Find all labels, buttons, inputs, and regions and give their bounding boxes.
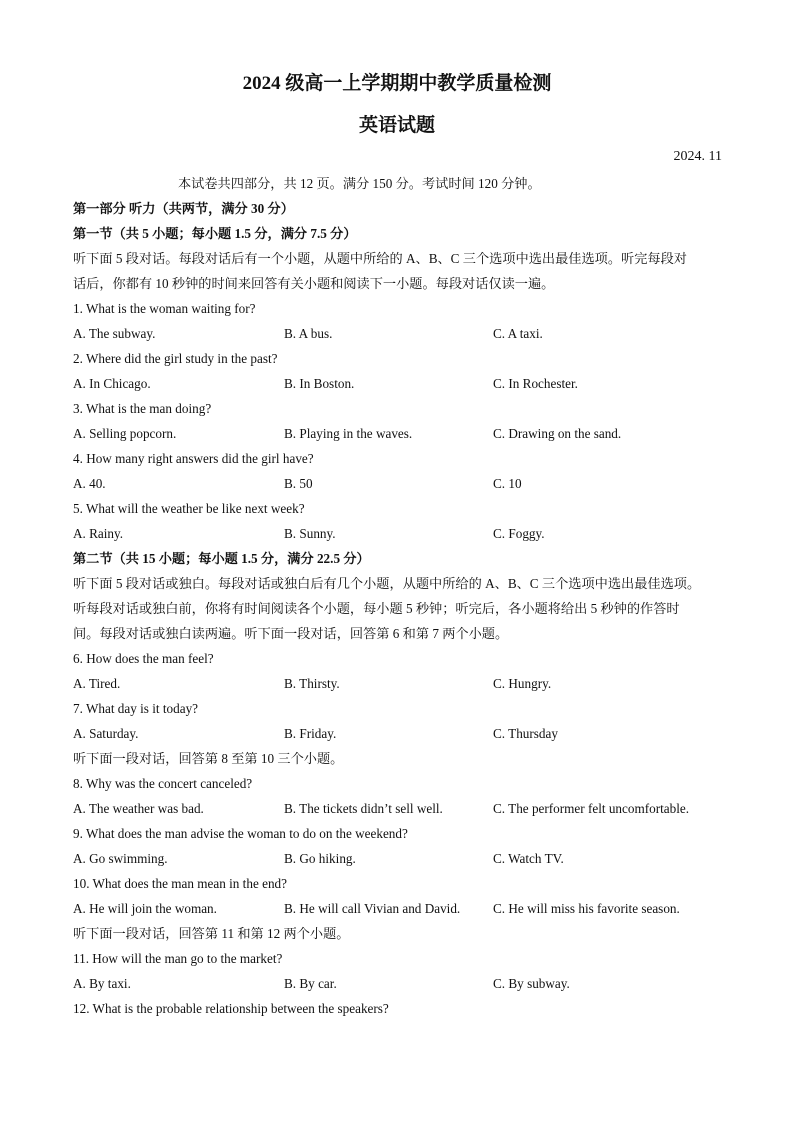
section1-instructions-line: 话后，你都有 10 秒钟的时间来回答有关小题和阅读下一小题。每段对话仅读一遍。 <box>73 276 555 291</box>
question-options <box>73 421 725 446</box>
exam-title: 2024 级高一上学期期中教学质量检测 <box>242 73 552 94</box>
listening-note: 听下面一段对话，回答第 8 至第 10 三个小题。 <box>73 751 344 766</box>
part1-heading: 第一部分 听力（共两节，满分 30 分） <box>73 201 294 216</box>
option-b: B. Friday. <box>284 726 337 741</box>
option-b: B. Thirsty. <box>284 676 340 691</box>
option-b: B. In Boston. <box>284 376 355 391</box>
exam-subtitle: 英语试题 <box>358 115 435 136</box>
question-options <box>73 896 725 921</box>
section2-instructions-line: 听下面 5 段对话或独白。每段对话或独白后有几个小题，从题中所给的 A、B、C 三个选项中选出最佳选项。 <box>73 576 701 591</box>
question-options <box>73 971 725 996</box>
question-text: 3. What is the man doing? <box>73 401 212 416</box>
option-a: A. Saturday. <box>73 726 139 741</box>
option-b: B. The tickets didn’t sell well. <box>284 801 443 816</box>
listening-note: 听下面一段对话，回答第 11 和第 12 两个小题。 <box>73 926 350 941</box>
question-options <box>73 521 725 546</box>
option-c: C. By subway. <box>493 976 570 991</box>
option-b: B. He will call Vivian and David. <box>284 901 461 916</box>
option-b: B. By car. <box>284 976 337 991</box>
option-c: C. Watch TV. <box>493 851 564 866</box>
section1-heading: 第一节（共 5 小题；每小题 1.5 分，满分 7.5 分） <box>73 226 357 241</box>
exam-intro: 本试卷共四部分，共 12 页。满分 150 分。考试时间 120 分钟。 <box>178 176 541 191</box>
option-c: C. Thursday <box>493 726 558 741</box>
question-text: 11. How will the man go to the market? <box>73 951 283 966</box>
question-options <box>73 846 725 871</box>
option-c: C. In Rochester. <box>493 376 578 391</box>
section2-instructions-line: 听每段对话或独白前，你将有时间阅读各个小题，每小题 5 秒钟；听完后，各小题将给出 5 秒钟的作答时 <box>73 601 680 616</box>
option-a: A. By taxi. <box>73 976 131 991</box>
question-text: 1. What is the woman waiting for? <box>73 301 256 316</box>
question-text: 7. What day is it today? <box>73 701 199 716</box>
option-c: C. Drawing on the sand. <box>493 426 622 441</box>
question-text: 5. What will the weather be like next week? <box>73 501 305 516</box>
option-a: A. He will join the woman. <box>73 901 217 916</box>
question-options <box>73 471 725 496</box>
option-c: C. He will miss his favorite season. <box>493 901 680 916</box>
option-c: C. Foggy. <box>493 526 545 541</box>
question-text: 12. What is the probable relationship between the speakers? <box>73 1001 389 1016</box>
option-a: A. Go swimming. <box>73 851 168 866</box>
question-text: 4. How many right answers did the girl have? <box>73 451 314 466</box>
option-a: A. Rainy. <box>73 526 124 541</box>
option-b: B. A bus. <box>284 326 333 341</box>
section1-instructions-line: 听下面 5 段对话。每段对话后有一个小题，从题中所给的 A、B、C 三个选项中选出最佳选项。听完每段对 <box>73 251 687 266</box>
exam-content <box>73 171 725 1021</box>
section2-heading: 第二节（共 15 小题；每小题 1.5 分，满分 22.5 分） <box>73 551 370 566</box>
option-a: A. The subway. <box>73 326 156 341</box>
question-text: 8. Why was the concert canceled? <box>73 776 253 791</box>
option-b: B. Go hiking. <box>284 851 356 866</box>
option-c: C. Hungry. <box>493 676 552 691</box>
option-a: A. 40. <box>73 476 106 491</box>
question-options <box>73 671 725 696</box>
question-text: 2. Where did the girl study in the past? <box>73 351 278 366</box>
question-options <box>73 721 725 746</box>
question-text: 9. What does the man advise the woman to do on the weekend? <box>73 826 408 841</box>
option-a: A. In Chicago. <box>73 376 151 391</box>
question-options <box>73 321 725 346</box>
option-c: C. 10 <box>493 476 522 491</box>
question-options <box>73 796 725 821</box>
option-c: C. A taxi. <box>493 326 543 341</box>
option-a: A. Selling popcorn. <box>73 426 177 441</box>
option-b: B. Playing in the waves. <box>284 426 413 441</box>
option-a: A. Tired. <box>73 676 121 691</box>
exam-date: 2024. 11 <box>673 149 722 164</box>
question-text: 10. What does the man mean in the end? <box>73 876 287 891</box>
section2-instructions-line: 间。每段对话或独白读两遍。听下面一段对话，回答第 6 和第 7 两个小题。 <box>73 626 509 641</box>
option-c: C. The performer felt uncomfortable. <box>493 801 690 816</box>
option-b: B. 50 <box>284 476 313 491</box>
question-options <box>73 371 725 396</box>
option-a: A. The weather was bad. <box>73 801 204 816</box>
question-text: 6. How does the man feel? <box>73 651 214 666</box>
option-b: B. Sunny. <box>284 526 336 541</box>
